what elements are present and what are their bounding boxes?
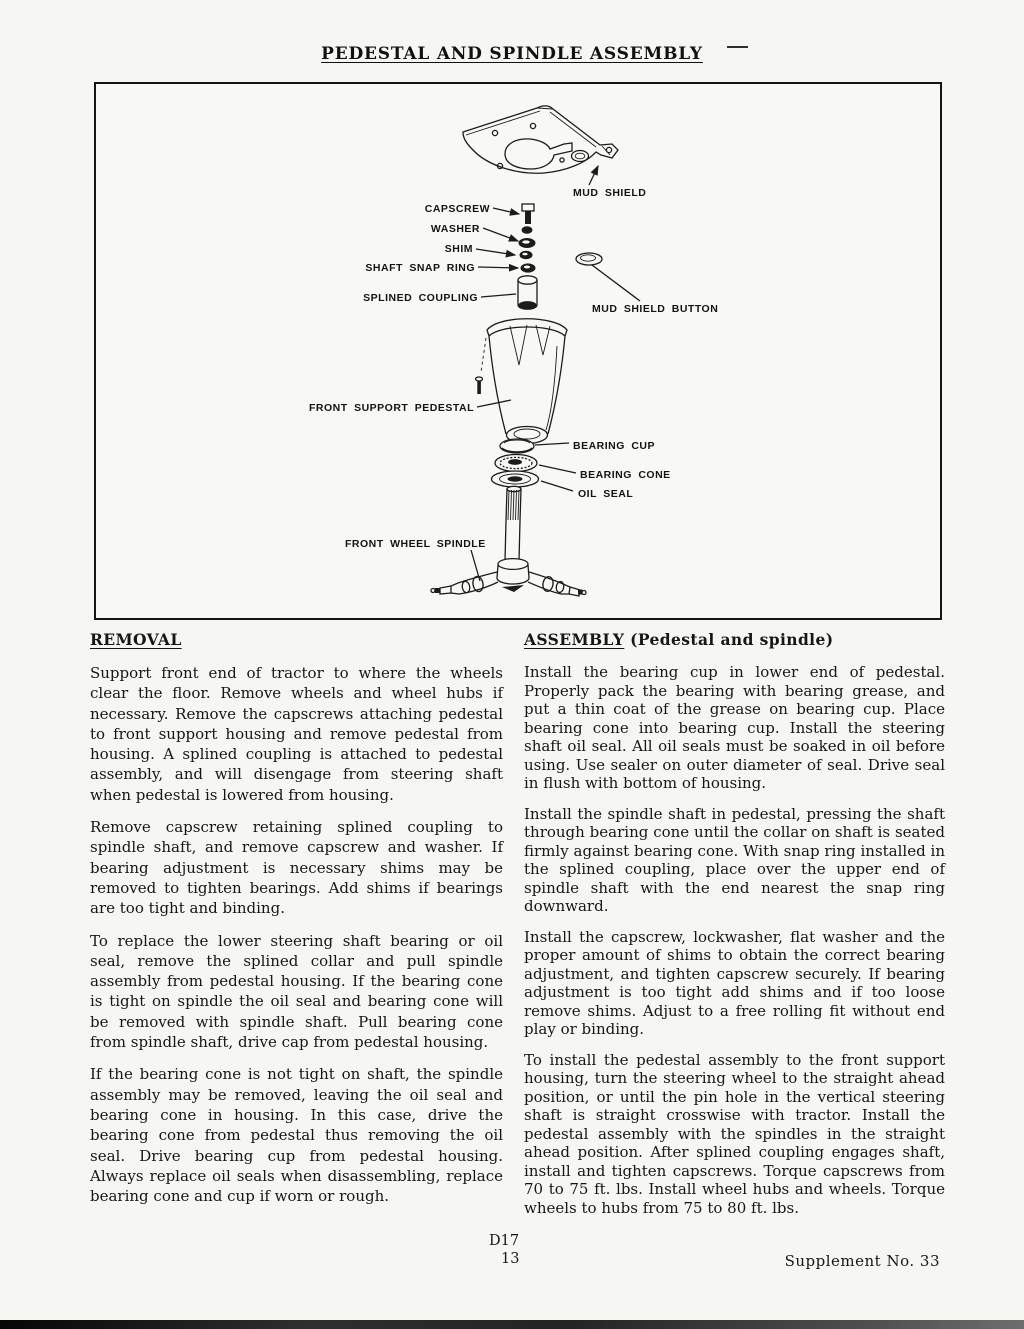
bearing-cone-label: BEARING CONE xyxy=(580,469,671,481)
shim-label: SHIM xyxy=(444,243,473,255)
front-support-pedestal-drawing xyxy=(476,319,568,444)
capscrew-label: CAPSCREW xyxy=(424,203,490,215)
scan-dash-mark xyxy=(727,46,748,48)
oil-seal-label: OIL SEAL xyxy=(578,488,634,500)
removal-paragraph-4: If the bearing cone is not tight on shaft, the spindle assembly may be removed, leaving the oil seal and bearing cone in housing. In this case, drive the bearing cone from pedestal thus removing the oil seal. Drive bearing cup from pedestal housing. Always replace oil seals when disassembling, replace bearing cone and cup if worn or rough. xyxy=(90,1065,503,1206)
front-wheel-spindle-label: FRONT WHEEL SPINDLE xyxy=(345,538,486,550)
mud-shield-label: MUD SHIELD xyxy=(573,187,647,199)
oil-seal-drawing xyxy=(492,471,539,487)
mud-shield-button-drawing xyxy=(576,253,640,301)
footer-page-number: 13 xyxy=(501,1251,520,1267)
bearing-cup-drawing xyxy=(500,439,534,453)
removal-paragraph-3: To replace the lower steering shaft bearing or oil seal, remove the splined collar and pull spindle assembly from pedestal housing. If the bearing cone is tight on spindle the oil seal and bearing cone will be removed with spindle shaft. Pull bearing cone from spindle shaft, drive cap from pedestal housing. xyxy=(90,931,503,1052)
removal-paragraph-2: Remove capscrew retaining splined coupling to spindle shaft, and remove capscrew and washer. If bearing adjustment is necessary shims may be removed to tighten bearings. Add shims if bearings are too tight and binding. xyxy=(90,818,503,918)
removal-heading: REMOVAL xyxy=(90,630,182,649)
assembly-heading: ASSEMBLY (Pedestal and spindle) xyxy=(524,630,834,649)
page-title: PEDESTAL AND SPINDLE ASSEMBLY xyxy=(321,44,703,64)
flat-washer-drawing xyxy=(520,251,533,259)
shim-drawing xyxy=(519,238,536,248)
washer-label: WASHER xyxy=(430,223,480,235)
splined-coupling-label: SPLINED COUPLING xyxy=(363,292,478,304)
assembly-paragraph-3: Install the capscrew, lockwasher, flat washer and the proper amount of shims to obtain the correct bearing adjustment, and tighten capscrew securely. If bearing adjustment is too tight add shims and if too loose remove shims. Adjust to a free rolling fit without end play or binding. xyxy=(524,927,945,1038)
assembly-paragraph-1: Install the bearing cup in lower end of pedestal. Properly pack the bearing with bearing grease, and put a thin coat of the grease on bearing cup. Place bearing cone into bearing cup. Install the steering shaft oil seal. All oil seals must be soaked in oil before using. Use sealer on outer diameter of seal. Drive seal in flush with bottom of housing. xyxy=(524,663,945,792)
footer-supplement: Supplement No. 33 xyxy=(784,1252,940,1270)
assembly-heading-note: (Pedestal and spindle) xyxy=(630,630,834,649)
mud-shield-button-label: MUD SHIELD BUTTON xyxy=(592,303,719,315)
capscrew-drawing xyxy=(522,204,534,224)
footer-model-code: D17 xyxy=(489,1233,520,1249)
snap-ring-drawing xyxy=(521,263,536,272)
assembly-paragraph-4: To install the pedestal assembly to the front support housing, turn the steering wheel to the straight ahead position, or until the pin hole in the vertical steering shaft is straight crosswise with tractor. Install the pedestal assembly with the spindles in the straight ahead position. After splined coupling engages shaft, install and tighten capscrews. Torque capscrews from 70 to 75 ft. lbs. Install wheel hubs and wheels. Torque wheels to hubs from 75 to 80 ft. lbs. xyxy=(524,1050,945,1217)
shaft-snap-ring-label: SHAFT SNAP RING xyxy=(365,262,475,274)
bearing-cup-label: BEARING CUP xyxy=(573,440,656,452)
washer-drawing xyxy=(522,226,533,234)
assembly-paragraph-2: Install the spindle shaft in pedestal, pressing the shaft through bearing cone until the collar on shaft is seated firmly against bearing cone. With snap ring installed in the splined coupling, place over the upper end of spindle shaft with the end nearest the snap ring downward. xyxy=(524,804,945,915)
section-assembly xyxy=(524,630,945,1229)
pedestal-spindle-diagram xyxy=(96,84,940,618)
mud-shield-drawing xyxy=(463,106,618,185)
splined-coupling-drawing xyxy=(518,276,537,309)
bearing-cone-drawing xyxy=(495,455,537,472)
section-removal xyxy=(90,630,503,1218)
front-support-pedestal-label: FRONT SUPPORT PEDESTAL xyxy=(309,402,474,414)
exploded-view-figure xyxy=(94,82,942,620)
scan-edge-bar xyxy=(0,1320,1024,1329)
removal-paragraph-1: Support front end of tractor to where the wheels clear the floor. Remove wheels and wheel hubs if necessary. Remove the capscrews attaching pedestal to front support housing and remove pedestal from housing. A splined coupling is attached to pedestal assembly, and will disengage from steering shaft when pedestal is lowered from housing. xyxy=(90,664,503,804)
